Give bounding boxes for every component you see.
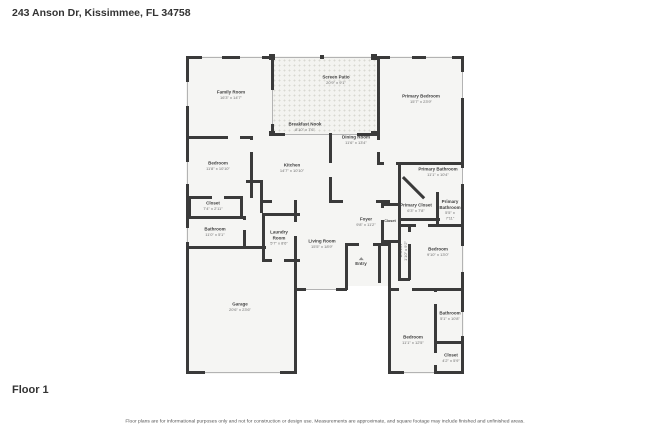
room-label-primary-bedroom: Primary Bedroom 15'7" x 23'9" (402, 93, 440, 104)
wall-segment (434, 371, 464, 374)
room-label-closet-3: Closet 4'2" x 5'9" (442, 352, 460, 363)
room-label-bedroom-3: Bedroom 11'1" x 12'5" (402, 334, 424, 345)
room-label-bathroom-2: Bathroom 5'1" x 10'8" (439, 310, 461, 321)
wall-segment (377, 162, 384, 165)
wall-segment (434, 304, 437, 343)
window-marker (462, 246, 463, 272)
wall-segment (271, 56, 274, 90)
wall-segment (398, 164, 401, 224)
room-label-bathroom-1: Bathroom 11'0" x 5'1" (204, 226, 226, 237)
wall-segment (186, 371, 205, 374)
wall-segment (250, 136, 253, 140)
wall-segment (243, 216, 246, 220)
wall-segment (396, 162, 464, 165)
wall-segment (186, 56, 189, 82)
wall-segment (260, 180, 263, 213)
room-label-garage: Garage 20'6" x 23'6" (229, 301, 251, 312)
wall-segment (329, 200, 343, 203)
window-marker (187, 82, 188, 106)
wall-segment (222, 56, 240, 59)
page-title: 243 Anson Dr, Kissimmee, FL 34758 (12, 7, 191, 19)
wall-segment (188, 196, 191, 218)
window-marker (462, 312, 463, 336)
wall-segment (398, 224, 416, 227)
wall-segment (345, 243, 348, 290)
wall-segment (240, 196, 243, 218)
room-label-primary-bathroom: Primary Bathroom 11'1" x 10'4" (418, 166, 458, 177)
room-label-foyer: Foyer 9'8" x 11'2" (356, 216, 376, 227)
wall-segment (378, 243, 381, 283)
wall-segment (271, 124, 274, 136)
room-label-bedroom-2: Bedroom 9'10" x 13'0" (427, 246, 449, 257)
window-marker (187, 228, 188, 242)
wall-segment (434, 288, 437, 292)
room-label-closet-2: Closet 1'10" x 9'2" (397, 241, 408, 261)
disclaimer: Floor plans are for informational purposes only and not for construction or design use. Measurements are approximate, and square footage may include finished and unfinished areas. (125, 418, 525, 424)
wall-segment (461, 98, 464, 168)
wall-segment (186, 106, 189, 162)
room-label-primary-bathroom-2: Primary Bathroom 5'5" x 7'11" (439, 198, 461, 221)
wall-segment (434, 365, 437, 373)
wall-segment (262, 213, 300, 216)
wall-segment (381, 203, 400, 206)
wall-segment (186, 136, 228, 139)
wall-segment (329, 133, 332, 163)
window-marker (462, 72, 463, 98)
floor-label: Floor 1 (12, 384, 49, 396)
floor-area (296, 244, 347, 290)
room-label-closet-1: Closet 7'4" x 2'11" (203, 200, 223, 211)
wall-segment (398, 218, 440, 221)
wall-segment (389, 288, 399, 291)
window-marker (426, 57, 452, 58)
window-marker (306, 289, 336, 290)
wall-segment (188, 216, 243, 219)
window-marker (462, 168, 463, 184)
room-label-dining-room: Dining Room 11'6" x 13'4" (342, 134, 370, 145)
wall-segment (262, 213, 265, 261)
wall-segment (436, 192, 439, 226)
wall-segment (434, 341, 437, 353)
wall-segment (381, 220, 384, 242)
wall-segment (294, 200, 297, 213)
wall-segment (461, 184, 464, 246)
room-label-kitchen: Kitchen 14'7" x 10'10" (279, 162, 305, 173)
wall-segment (260, 200, 272, 203)
window-marker (240, 57, 262, 58)
wall-segment (377, 56, 380, 140)
room-label-primary-closet: Primary Closet 6'3" x 7'8" (400, 202, 432, 213)
wall-segment (461, 56, 464, 72)
wall-segment (381, 203, 384, 208)
floor-area (347, 244, 389, 286)
wall-segment (461, 272, 464, 312)
wall-segment (428, 224, 464, 227)
wall-segment (434, 341, 464, 344)
window-marker (187, 162, 188, 184)
room-label-entry: Entry (355, 257, 367, 267)
entry-direction-icon (358, 257, 363, 260)
wall-segment (388, 243, 391, 374)
window-marker (390, 57, 412, 58)
room-label-foyer-closet: Closet (384, 218, 396, 223)
wall-segment (294, 236, 297, 374)
wall-segment (188, 196, 212, 199)
wall-segment (329, 177, 332, 202)
wall-segment (296, 288, 306, 291)
wall-segment (412, 56, 426, 59)
wall-segment (398, 278, 410, 281)
wall-segment (373, 243, 391, 246)
window-marker (404, 372, 434, 373)
window-marker (202, 57, 222, 58)
wall-segment (284, 259, 300, 262)
wall-segment (250, 152, 253, 198)
room-label-bedroom-1: Bedroom 11'8" x 10'10" (206, 160, 230, 171)
room-label-laundry-room: Laundry Room 5'7" x 8'6" (270, 229, 288, 246)
patio-post (320, 55, 324, 59)
room-label-breakfast-nook: Breakfast Nook 8'10" x 7'6" (288, 121, 322, 132)
wall-segment (262, 259, 272, 262)
wall-segment (246, 180, 262, 183)
wall-segment (412, 288, 464, 291)
garage-door-marker (205, 372, 280, 373)
room-label-living-room: Living Room 15'5" x 18'9" (308, 238, 336, 249)
room-label-family-room: Family Room 16'3" x 14'7" (216, 89, 246, 100)
wall-segment (186, 242, 189, 374)
wall-segment (408, 224, 411, 232)
window-marker (272, 90, 273, 124)
wall-segment (186, 246, 266, 249)
wall-segment (389, 371, 404, 374)
room-label-screen-patio: Screen Patio 20'9" x 9'1" (322, 74, 350, 85)
